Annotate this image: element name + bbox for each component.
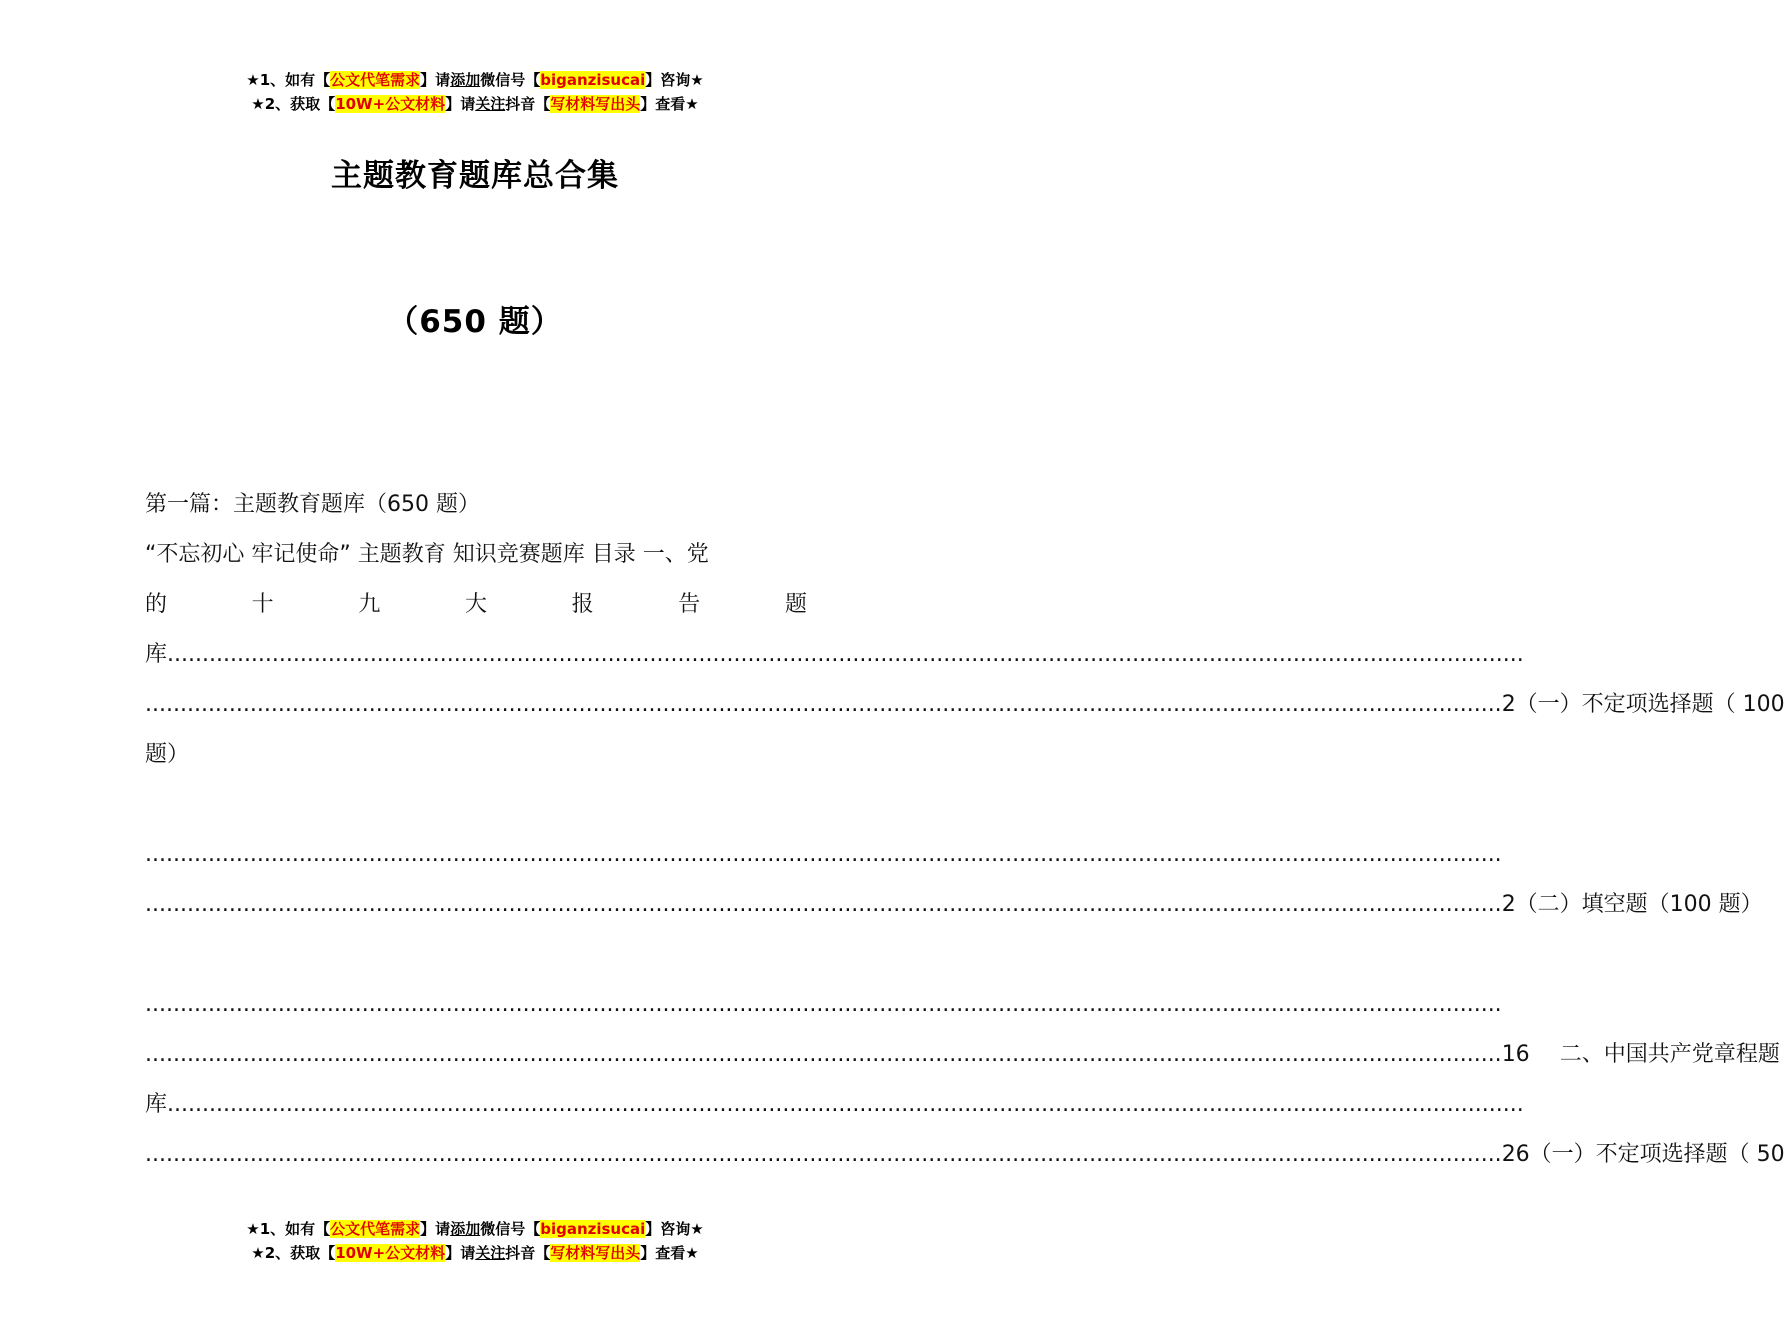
notice-text: ★2、获取【	[251, 95, 336, 113]
toc-line	[145, 630, 1524, 680]
notice-underline: 关注	[475, 95, 506, 113]
notice-text: 】请	[445, 95, 476, 113]
notice-text: 抖音【	[505, 95, 551, 113]
toc-char: 共	[1647, 1042, 1670, 1067]
notice-highlight: 写材料写出头	[550, 95, 641, 113]
footer-notice	[0, 1217, 950, 1265]
toc-leader-dots: ..................................................................................................................................................................................................	[145, 1142, 1502, 1167]
toc-char: 报	[571, 592, 594, 617]
toc-text: 库	[145, 1092, 168, 1117]
notice-text: 】查看★	[640, 1244, 699, 1262]
toc-leader-dots: ..................................................................................................................................................................................................	[145, 1042, 1502, 1067]
toc-text: 库	[145, 642, 168, 667]
toc-char: 中	[1603, 1042, 1626, 1067]
toc-char: 、	[1581, 1042, 1604, 1067]
notice-text: 】请	[420, 71, 451, 89]
toc-line	[145, 980, 1502, 1030]
document-subtitle: （650 题）	[387, 304, 563, 340]
toc-leader-dots: ..................................................................................................................................................................................................	[145, 692, 1502, 717]
toc-line	[145, 830, 1502, 880]
toc-leader-dots: ..................................................................................................................................................................................................	[167, 1092, 1524, 1117]
toc-char: 九	[358, 592, 381, 617]
notice-line-1	[0, 68, 950, 92]
notice-line-2	[0, 1241, 950, 1265]
toc-char: 二	[1559, 1042, 1582, 1067]
toc-char: 章	[1713, 1042, 1736, 1067]
toc-line	[145, 1030, 1780, 1080]
notice-highlight: biganzisucai	[540, 71, 646, 89]
toc-char: 国	[1625, 1042, 1648, 1067]
toc-char: 告	[678, 592, 701, 617]
toc-char: 产	[1669, 1042, 1692, 1067]
notice-text: 】请	[420, 1220, 451, 1238]
notice-text: 抖音【	[505, 1244, 551, 1262]
toc-char: 十	[251, 592, 274, 617]
notice-highlight: 10W+公文材料	[335, 1244, 446, 1262]
toc-spread-text	[1560, 1030, 1780, 1080]
notice-underline: 关注	[475, 1244, 506, 1262]
toc-leader-dots: ..................................................................................................................................................................................................	[167, 642, 1524, 667]
toc-body	[145, 480, 1785, 1180]
notice-underline: 添加	[450, 71, 481, 89]
notice-text: ★1、如有【	[246, 1220, 331, 1238]
notice-highlight: 写材料写出头	[550, 1244, 641, 1262]
toc-line	[145, 1130, 1785, 1180]
toc-line: “不忘初心 牢记使命” 主题教育 知识竞赛题库 目录 一、党	[145, 542, 709, 567]
toc-line	[145, 680, 1785, 730]
notice-text: 微信号【	[480, 1220, 541, 1238]
toc-line	[145, 1080, 1524, 1130]
toc-char: 大	[464, 592, 487, 617]
document-title: 主题教育题库总合集	[331, 158, 619, 194]
notice-text: 】请	[445, 1244, 476, 1262]
notice-text: ★1、如有【	[246, 71, 331, 89]
notice-highlight: 公文代笔需求	[330, 1220, 421, 1238]
toc-leader-dots: ..................................................................................................................................................................................................	[145, 992, 1502, 1017]
notice-underline: 添加	[450, 1220, 481, 1238]
toc-line: 第一篇：主题教育题库（650 题）	[145, 492, 480, 517]
toc-text: 2（一）不定项选择题（ 100	[1501, 692, 1785, 717]
toc-line	[145, 880, 1763, 930]
notice-text: ★2、获取【	[251, 1244, 336, 1262]
toc-page-number: 16	[1501, 1042, 1530, 1067]
toc-char: 程	[1735, 1042, 1758, 1067]
notice-highlight: 公文代笔需求	[330, 71, 421, 89]
toc-text: 26（一）不定项选择题（ 50	[1501, 1142, 1785, 1167]
toc-line: 题）	[145, 742, 190, 767]
notice-text: 微信号【	[480, 71, 541, 89]
toc-leader-dots: ..................................................................................................................................................................................................	[145, 842, 1502, 867]
notice-highlight: biganzisucai	[540, 1220, 646, 1238]
notice-line-2	[0, 92, 950, 116]
toc-line-spread	[145, 580, 807, 630]
header-notice	[0, 68, 950, 116]
toc-leader-dots: ..................................................................................................................................................................................................	[145, 892, 1502, 917]
toc-char: 党	[1691, 1042, 1714, 1067]
toc-text: 2（二）填空题（100 题）	[1501, 892, 1763, 917]
notice-line-1	[0, 1217, 950, 1241]
toc-char: 题	[784, 592, 807, 617]
notice-text: 】查看★	[640, 95, 699, 113]
toc-char: 题	[1757, 1042, 1780, 1067]
notice-text: 】咨询★	[645, 71, 704, 89]
notice-highlight: 10W+公文材料	[335, 95, 446, 113]
notice-text: 】咨询★	[645, 1220, 704, 1238]
toc-char: 的	[145, 592, 168, 617]
